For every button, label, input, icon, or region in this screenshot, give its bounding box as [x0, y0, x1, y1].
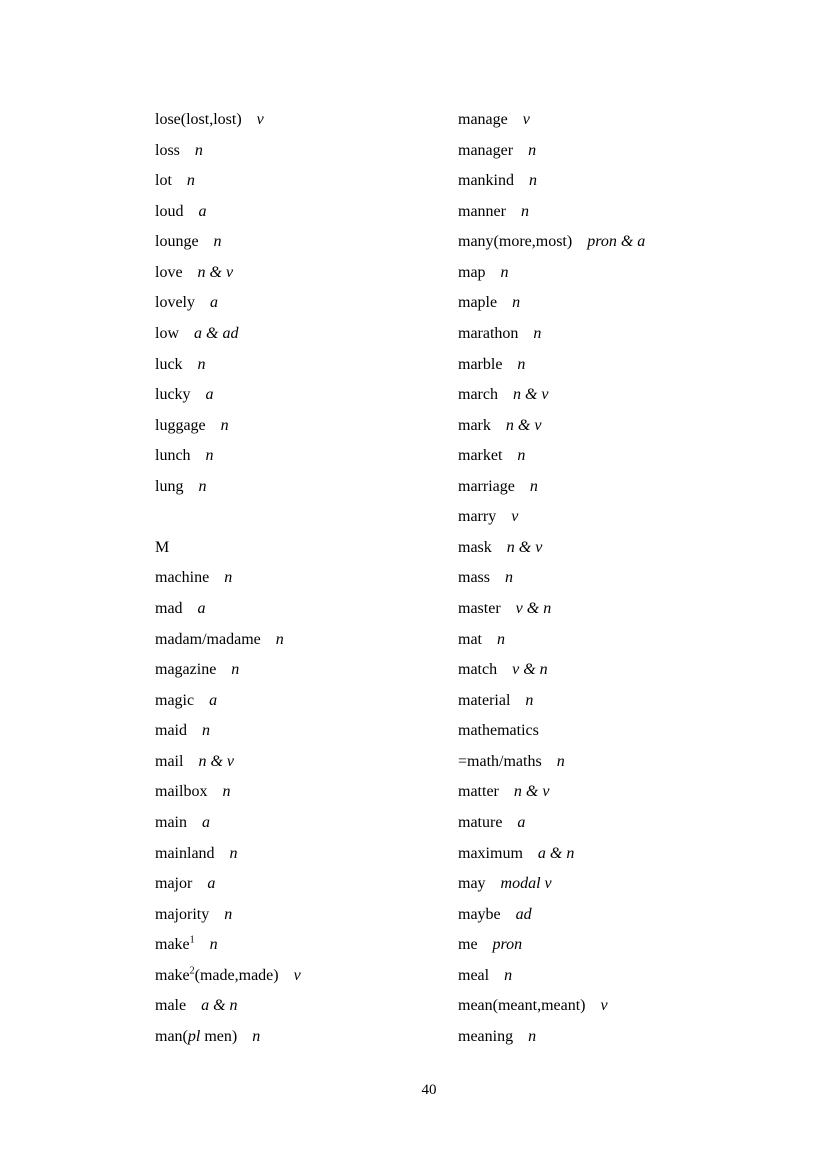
word-text: M — [155, 538, 170, 556]
blank-row — [155, 502, 450, 533]
word-entry — [458, 227, 778, 258]
word-text: meaning — [458, 1027, 514, 1045]
word-entry — [155, 655, 450, 686]
word-entry — [155, 350, 450, 381]
word-text: mainland — [155, 844, 215, 862]
pos-tag: n — [525, 691, 534, 709]
pos-tag: modal v — [500, 875, 552, 893]
pos-tag: n — [533, 324, 542, 342]
pos-tag: n — [529, 172, 537, 190]
word-entry — [155, 961, 450, 992]
pos-tag: n — [512, 294, 521, 312]
pos-tag: n — [504, 966, 513, 984]
pos-tag: n — [213, 233, 222, 251]
section-header — [155, 533, 450, 564]
pos-tag: n — [209, 936, 218, 954]
word-text: lose(lost,lost) — [155, 111, 242, 128]
word-text: maple — [458, 294, 498, 312]
word-entry — [155, 166, 450, 197]
word-entry — [458, 686, 778, 717]
word-entry — [155, 747, 450, 778]
word-entry — [155, 136, 450, 167]
word-entry — [458, 808, 778, 839]
word-text: may — [458, 875, 486, 893]
pos-tag: n & v — [512, 386, 549, 404]
word-entry — [155, 686, 450, 717]
word-text: lovely — [155, 294, 195, 312]
word-text: me — [458, 936, 478, 954]
pos-tag: n — [224, 905, 233, 923]
word-text: main — [155, 813, 187, 831]
pos-tag: n — [224, 569, 233, 587]
word-entry — [458, 288, 778, 319]
word-entry — [458, 900, 778, 931]
pos-tag: pron & a — [587, 233, 646, 251]
word-text: major — [155, 875, 193, 893]
word-text: master — [458, 600, 501, 617]
pos-tag: a — [209, 691, 218, 709]
pos-tag: n — [252, 1027, 261, 1045]
pos-tag: n & v — [198, 752, 234, 770]
pos-tag: v — [511, 508, 519, 526]
word-entry — [155, 808, 450, 839]
pos-tag: n — [205, 447, 214, 465]
pos-tag: v — [293, 966, 301, 984]
word-entry — [458, 930, 778, 961]
word-entry — [155, 472, 450, 503]
word-text: marriage — [458, 477, 515, 495]
word-entry — [458, 533, 778, 564]
pos-tag: v & n — [515, 600, 552, 617]
word-entry — [458, 747, 778, 778]
vocab-column-left — [155, 105, 450, 1052]
word-text: love — [155, 263, 183, 281]
word-text: loud — [155, 202, 184, 220]
word-entry — [458, 472, 778, 503]
word-text: matter — [458, 783, 499, 801]
word-text: manage — [458, 111, 508, 128]
pos-tag: a — [198, 202, 207, 220]
word-text: mad — [155, 600, 183, 617]
pos-tag: a — [517, 813, 526, 831]
pos-tag: n & v — [513, 783, 550, 801]
word-entry — [155, 716, 450, 747]
pos-tag: n — [505, 569, 513, 587]
word-entry — [155, 563, 450, 594]
pos-tag: n — [500, 263, 509, 281]
word-text: luck — [155, 355, 183, 373]
word-entry — [458, 350, 778, 381]
word-entry — [155, 839, 450, 870]
word-text: man(pl men) — [155, 1027, 238, 1045]
word-entry — [458, 1022, 778, 1053]
word-entry — [458, 136, 778, 167]
word-entry — [458, 197, 778, 228]
word-text: match — [458, 661, 498, 679]
word-entry — [155, 105, 450, 136]
word-entry — [458, 502, 778, 533]
word-entry — [155, 1022, 450, 1053]
word-text: majority — [155, 905, 210, 923]
pos-tag: n — [529, 477, 538, 495]
pos-tag: n — [497, 630, 505, 648]
word-text: mature — [458, 813, 503, 831]
pos-tag: n & v — [506, 538, 543, 556]
pos-tag: a & ad — [194, 324, 239, 342]
word-text: madam/madame — [155, 630, 261, 648]
word-text: mass — [458, 569, 490, 587]
word-entry — [458, 839, 778, 870]
word-text: manager — [458, 141, 514, 159]
word-text: make$^1$ — [155, 934, 195, 954]
word-text: lot — [155, 172, 172, 190]
word-entry — [458, 411, 778, 442]
word-text: mail — [155, 752, 184, 770]
word-text: loss — [155, 141, 180, 159]
word-entry — [458, 991, 778, 1022]
word-entry — [155, 197, 450, 228]
pos-tag: v — [256, 111, 264, 128]
word-entry — [458, 563, 778, 594]
word-text: map — [458, 263, 486, 281]
word-text: low — [155, 324, 179, 342]
pos-tag: n & v — [197, 263, 234, 281]
word-entry — [458, 625, 778, 656]
word-text: lung — [155, 477, 184, 495]
word-text: mark — [458, 416, 491, 434]
word-entry — [155, 777, 450, 808]
pos-tag: n — [528, 141, 537, 159]
word-entry — [155, 380, 450, 411]
pos-tag: a — [207, 875, 216, 893]
pos-tag: n — [231, 661, 240, 679]
word-entry — [458, 441, 778, 472]
word-entry — [458, 594, 778, 625]
pos-tag: n — [517, 355, 526, 373]
word-text: meal — [458, 966, 490, 984]
word-entry — [458, 961, 778, 992]
word-entry — [458, 258, 778, 289]
word-entry — [458, 777, 778, 808]
word-text: marathon — [458, 324, 519, 342]
pos-tag: a & n — [537, 844, 575, 862]
word-entry — [155, 227, 450, 258]
word-entry — [155, 594, 450, 625]
word-text: lucky — [155, 386, 191, 404]
pos-tag: pron — [492, 936, 523, 954]
word-text: mat — [458, 630, 482, 648]
word-text: maximum — [458, 844, 523, 862]
pos-tag: v — [522, 111, 530, 128]
word-text: marble — [458, 355, 503, 373]
pos-tag: ad — [515, 905, 532, 923]
pos-tag: n — [198, 477, 207, 495]
word-text: male — [155, 997, 187, 1015]
pos-tag: n — [229, 844, 238, 862]
pos-tag: n — [556, 752, 565, 770]
word-entry — [155, 991, 450, 1022]
word-entry — [155, 869, 450, 900]
word-text: =math/maths — [458, 752, 542, 770]
word-text: mean(meant,meant) — [458, 997, 586, 1015]
word-entry — [458, 166, 778, 197]
pos-tag: n — [520, 202, 529, 220]
word-entry — [155, 258, 450, 289]
word-entry — [458, 655, 778, 686]
pos-tag: n — [517, 447, 526, 465]
pos-tag: a — [205, 386, 214, 404]
word-text: maid — [155, 722, 187, 740]
word-text: many(more,most) — [458, 233, 573, 251]
word-entry — [155, 625, 450, 656]
word-text: maybe — [458, 905, 501, 923]
word-text: lounge — [155, 233, 199, 251]
pos-tag: a — [197, 600, 206, 617]
word-entry — [458, 716, 778, 747]
word-text: machine — [155, 569, 210, 587]
pos-tag: n & v — [505, 416, 542, 434]
pos-tag: a — [210, 294, 218, 312]
word-entry — [458, 380, 778, 411]
word-text: mailbox — [155, 783, 208, 801]
pos-tag: n — [197, 355, 206, 373]
pos-tag: n — [275, 630, 284, 648]
pos-tag: n — [222, 783, 231, 801]
word-entry — [155, 319, 450, 350]
word-text: march — [458, 386, 498, 404]
word-text: mask — [458, 538, 492, 556]
word-text: mathematics — [458, 722, 539, 740]
word-entry — [458, 869, 778, 900]
word-text: marry — [458, 508, 497, 526]
word-text: manner — [458, 202, 506, 220]
word-text: make$^2$(made,made) — [155, 965, 279, 984]
pos-tag: n — [202, 722, 210, 740]
word-entry — [155, 900, 450, 931]
word-entry — [155, 930, 450, 961]
pos-tag: n — [194, 141, 203, 159]
vocab-column-right — [458, 105, 778, 1052]
word-text: lunch — [155, 447, 191, 465]
word-entry — [458, 319, 778, 350]
word-text: luggage — [155, 416, 206, 434]
pos-tag: a & n — [201, 997, 238, 1015]
pos-tag: n — [528, 1027, 537, 1045]
word-entry — [155, 288, 450, 319]
word-text: magic — [155, 691, 195, 709]
pos-tag: n — [220, 416, 229, 434]
word-text: mankind — [458, 172, 514, 190]
page-number: 40 — [421, 1082, 437, 1098]
word-text: market — [458, 447, 503, 465]
word-entry — [458, 105, 778, 136]
pos-tag: v — [600, 997, 608, 1015]
word-text: material — [458, 691, 511, 709]
pos-tag: n — [186, 172, 195, 190]
pos-tag: v & n — [512, 661, 548, 679]
pos-tag: a — [202, 813, 210, 831]
word-entry — [155, 411, 450, 442]
word-text: magazine — [155, 661, 217, 679]
word-entry — [155, 441, 450, 472]
